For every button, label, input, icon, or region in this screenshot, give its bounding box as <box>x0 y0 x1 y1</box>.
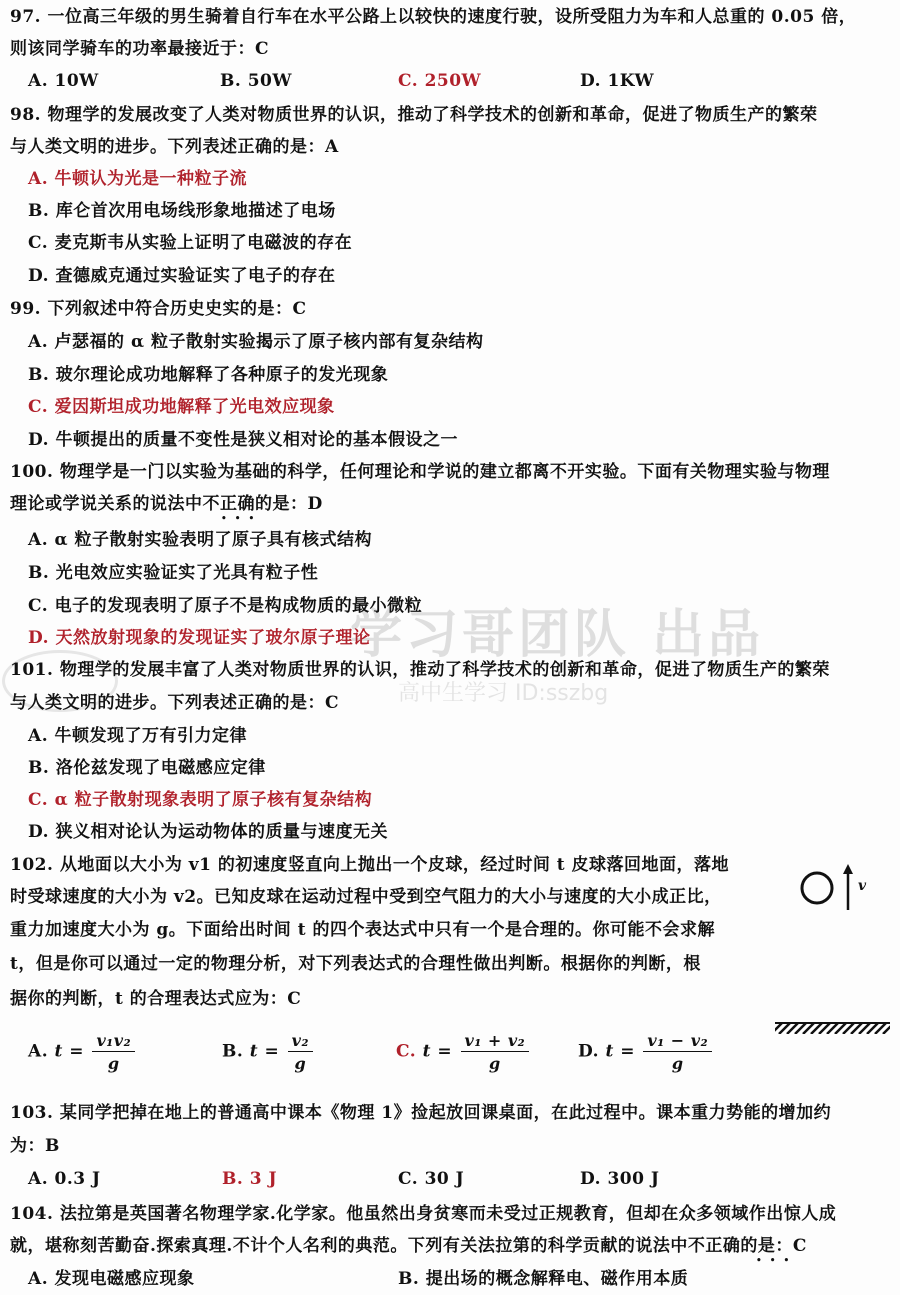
q99-option-d: D. 牛顿提出的质量不变性是狭义相对论的基本假设之一 <box>28 430 458 450</box>
q104-option-a: A. 发现电磁感应现象 <box>28 1269 195 1289</box>
q98-stem-line2: 与人类文明的进步。下列表述正确的是：A <box>10 137 339 157</box>
fraction <box>92 1032 135 1072</box>
q100-stem-line1: 100. 物理学是一门以实验为基础的科学，任何理论和学说的建立都离不开实验。下面有关物理实验与物理 <box>10 462 830 482</box>
q100-option-b: B. 光电效应实验证实了光具有粒子性 <box>28 563 319 583</box>
denominator: g <box>489 1053 501 1073</box>
numerator: v₁ − v₂ <box>643 1032 712 1052</box>
q97-option-b: B. 50W <box>220 71 292 91</box>
q103-stem-line2: 为：B <box>10 1136 60 1156</box>
q102-option-c-answer <box>396 1032 529 1072</box>
q102-stem-line4: t，但是你可以通过一定的物理分析，对下列表达式的合理性做出判断。根据你的判断，根 <box>10 954 701 974</box>
q102-option-d <box>578 1032 712 1072</box>
q97-option-a: A. 10W <box>28 71 99 91</box>
numerator: v₂ <box>288 1032 313 1052</box>
q99-option-b: B. 玻尔理论成功地解释了各种原子的发光现象 <box>28 365 389 385</box>
fraction <box>643 1032 712 1072</box>
q102-option-b <box>222 1032 313 1072</box>
option-label: C. <box>396 1041 417 1062</box>
ground-hatch <box>775 1022 890 1034</box>
option-label: D. <box>578 1041 600 1062</box>
q101-option-c-answer: C. α 粒子散射现象表明了原子核有复杂结构 <box>28 790 373 810</box>
q102-stem-line3: 重力加速度大小为 g。下面给出时间 t 的四个表达式中只有一个是合理的。你可能不会求解 <box>10 920 715 940</box>
q102-stem-line5: 据你的判断，t 的合理表达式应为：C <box>10 989 302 1009</box>
watermark-subtext: 高中生学习 ID:sszbg <box>398 681 609 706</box>
q102-option-a <box>28 1032 135 1072</box>
q97-option-c-answer: C. 250W <box>398 71 482 91</box>
q102-stem-line1: 102. 从地面以大小为 v1 的初速度竖直向上抛出一个皮球，经过时间 t 皮球落回地面，落地 <box>10 855 730 875</box>
q100-option-a: A. α 粒子散射实验表明了原子具有核式结构 <box>28 530 373 550</box>
q98-option-a-answer: A. 牛顿认为光是一种粒子流 <box>28 169 248 189</box>
t-equals: t = <box>605 1041 635 1062</box>
q101-option-a: A. 牛顿发现了万有引力定律 <box>28 726 248 746</box>
q101-stem-line2: 与人类文明的进步。下列表述正确的是：C <box>10 693 340 713</box>
q103-stem-line1: 103. 某同学把掉在地上的普通高中课本《物理 1》捡起放回课桌面，在此过程中。课本重力势能的增加约 <box>10 1103 832 1123</box>
q103-option-a: A. 0.3 J <box>28 1169 101 1189</box>
q101-option-b: B. 洛伦兹发现了电磁感应定律 <box>28 758 266 778</box>
ball-icon <box>802 873 832 903</box>
emphasis-dots: ••• <box>221 514 263 524</box>
q97-stem-line1: 97. 一位高三年级的男生骑着自行车在水平公路上以较快的速度行驶，设所受阻力为车和人总重的 0.05 倍， <box>10 7 857 27</box>
q99-option-c-answer: C. 爱因斯坦成功地解释了光电效应现象 <box>28 397 335 417</box>
q98-option-d: D. 查德威克通过实验证实了电子的存在 <box>28 266 336 286</box>
numerator: v₁ + v₂ <box>461 1032 530 1052</box>
q98-option-b: B. 库仑首次用电场线形象地描述了电场 <box>28 201 336 221</box>
q100-stem-line2: 理论或学说关系的说法中不正确的是：D <box>10 494 323 514</box>
q100-option-c: C. 电子的发现表明了原子不是构成物质的最小微粒 <box>28 596 423 616</box>
velocity-label: v <box>858 878 867 894</box>
fraction <box>461 1032 530 1072</box>
q101-option-d: D. 狭义相对论认为运动物体的质量与速度无关 <box>28 822 388 842</box>
q99-stem: 99. 下列叙述中符合历史史实的是：C <box>10 299 307 319</box>
emphasis-dots: ••• <box>756 1256 798 1266</box>
t-equals: t = <box>249 1041 280 1062</box>
option-label: B. <box>222 1041 244 1062</box>
q102-stem-line2: 时受球速度的大小为 v2。已知皮球在运动过程中受到空气阻力的大小与速度的大小成正比， <box>10 887 722 907</box>
q103-option-b-answer: B. 3 J <box>222 1169 277 1189</box>
q104-stem-line1: 104. 法拉第是英国著名物理学家.化学家。他虽然出身贫寒而未受过正规教育，但却在众多领域作出惊人成 <box>10 1204 837 1224</box>
denominator: g <box>671 1053 684 1073</box>
numerator: v₁v₂ <box>92 1032 135 1052</box>
q100-option-d-answer: D. 天然放射现象的发现证实了玻尔原子理论 <box>28 628 371 648</box>
q103-option-c: C. 30 J <box>398 1169 465 1189</box>
q97-stem-line2: 则该同学骑车的功率最接近于：C <box>10 39 270 59</box>
ball-velocity-figure <box>790 862 880 922</box>
q101-stem-line1: 101. 物理学的发展丰富了人类对物质世界的认识，推动了科学技术的创新和革命，促进了物质生产的繁荣 <box>10 660 830 680</box>
fraction <box>288 1032 313 1072</box>
q104-stem-line2: 就，堪称刻苦勤奋.探索真理.不计个人名利的典范。下列有关法拉第的科学贡献的说法中不正确的是：C <box>10 1236 807 1256</box>
watermark-text: 学习哥团队 出品 <box>350 605 765 665</box>
t-equals: t = <box>54 1041 85 1062</box>
q97-option-d: D. 1KW <box>580 71 655 91</box>
q104-option-b: B. 提出场的概念解释电、磁作用本质 <box>398 1269 689 1289</box>
denominator: g <box>294 1053 307 1073</box>
q103-option-d: D. 300 J <box>580 1169 660 1189</box>
q98-stem-line1: 98. 物理学的发展改变了人类对物质世界的认识，推动了科学技术的创新和革命，促进了物质生产的繁荣 <box>10 105 818 125</box>
q98-option-c: C. 麦克斯韦从实验上证明了电磁波的存在 <box>28 233 353 253</box>
option-label: A. <box>28 1041 49 1062</box>
t-equals: t = <box>422 1041 453 1062</box>
denominator: g <box>107 1053 120 1073</box>
q99-option-a: A. 卢瑟福的 α 粒子散射实验揭示了原子核内部有复杂结构 <box>28 332 484 352</box>
